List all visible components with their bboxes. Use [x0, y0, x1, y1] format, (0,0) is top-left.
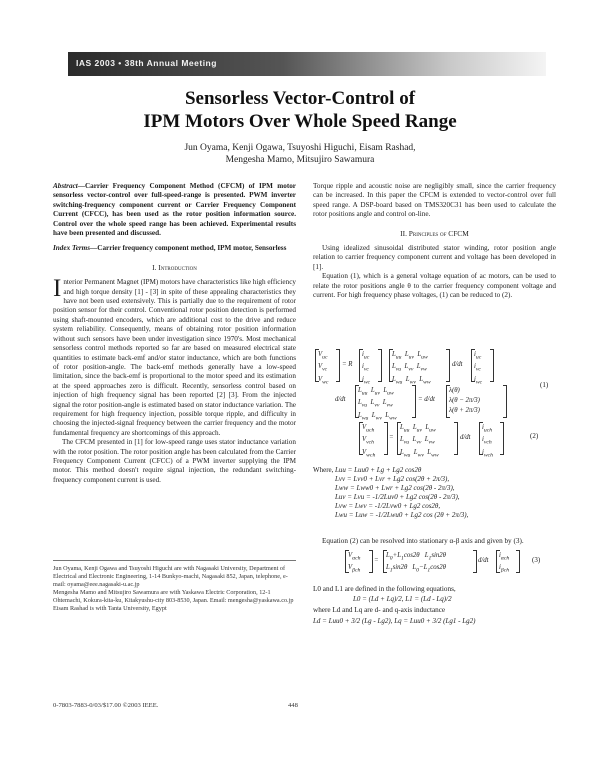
right-column	[313, 182, 556, 300]
right-paragraph-6: where Ld and Lq are d- and q-axis inductance	[313, 605, 446, 614]
matrix-bracket	[359, 349, 363, 382]
equals-sign: =	[389, 434, 394, 441]
banner-text: IAS 2003 • 38th Annual Meeting	[76, 58, 217, 68]
current-vector: $i_{uc}$ $i_{vc}$ $i_{wc}$	[362, 351, 371, 386]
intro-paragraph-1-text: nterior Permanent Magnet (IPM) motors have characteristics like high efficiency and high torque density [1] - [3] in spite of these appealing characteristics they have not been used extensively. This is partially due to the requirement of rotor position sensor for their control. Conventional rotor position detection is performed using shaft-mounted encoders, which are additional cost to the drive and reduce system reliability. Consequently, means of obtaining rotor position information without such sensors have been under investigation since 1970's. Most mechanical sensorless control methods reported so far are based on measured electrical state quantities to estimate back-emf and/or stator inductance, which are both functions of rotor position-angle. The back-emf methods generally have a low-speed limitation, since the back-emf is proportional to the motor speed and its estimation at the speed approaches zero is difficult. Recently, sensorless control based on injection of high frequency signal has been reported [2] [3]. From the injected signal the rotor position-angle is estimated based on stator inductance variation. The requirement for high frequency injection, possible torque ripple, and difficulty in choosing the injected-signal frequency between the carrier frequency and the motor fundamental frequency are shortcomings of this approach.	[53, 278, 296, 437]
derivative-operator: d/dt	[335, 396, 346, 403]
intro-paragraph-2: The CFCM presented in [1] for low-speed range uses stator inductance variation with the rotor position. The rotor position angle has been calculated from the Carrier Frequency Component Current (CFCC) of a PWM inverter supplying the IPM motor. This method doesn't require signal injection, the redundant switching-frequency component current is used.	[53, 438, 296, 484]
matrix-bracket	[503, 385, 507, 418]
isbn-footer: 0-7803-7883-0/03/$17.00 ©2003 IEEE.	[53, 702, 159, 709]
matrix-bracket	[355, 385, 359, 418]
footnote-line: Mengesha Mamo and Mitsujiro Sawamura are with Yaskawa Electric Corporation, 12-1 Ohtemachi, Kokura-kita-ku, Kitakyushu-city 803-8530, Japan. Email: mengesha@yaskawa.co.jp	[53, 589, 294, 604]
derivative-operator: d/dt	[460, 434, 471, 441]
right-paragraph-4: Equation (2) can be resolved into stationary α-β axis and given by (3).	[322, 537, 524, 546]
authors-line2: Mengesha Mamo, Mitsujiro Sawamura	[225, 155, 375, 165]
alpha-beta-inductance: $L_0+L_1\cos 2\theta$ $L_1\sin 2\theta$ $L_1\sin 2\theta$ $L_0-L_1\cos 2\theta$	[386, 552, 446, 574]
alpha-beta-current: $i_{\alpha ch}$ $i_{\beta ch}$	[499, 552, 510, 574]
matrix-bracket	[473, 550, 477, 573]
definition-line: Lww = Lww0 + Lwr + Lg2 cos(2θ - 2π/3),	[335, 484, 455, 492]
matrix-bracket	[490, 349, 494, 382]
matrix-bracket	[369, 550, 373, 573]
equation-number-1: (1)	[540, 381, 549, 389]
derivative-operator: d/dt	[478, 557, 489, 564]
matrix-bracket	[345, 550, 349, 573]
left-column	[53, 182, 296, 485]
paper-title-line1: Sensorless Vector-Control of	[184, 88, 416, 109]
flux-vector: λ(θ) λ(θ − 2π/3) λ(θ + 2π/3)	[449, 387, 480, 414]
matrix-bracket	[397, 422, 401, 455]
abstract-label: Abstract—	[53, 182, 85, 190]
inductance-definitions	[335, 466, 468, 520]
inductance-matrix-3: $L_{uu}$ $L_{uv}$ $L_{uw}$ $L_{vu}$ $L_{vv}$ $L_{vw}$ $L_{wu}$ $L_{wv}$ $L_{ww}$	[400, 424, 439, 459]
intro-paragraph-1	[53, 275, 296, 438]
definition-line: Luu = Luu0 + Lg + Lg2 cos2θ	[335, 466, 422, 474]
matrix-bracket	[378, 349, 382, 382]
matrix-bracket	[496, 550, 500, 573]
matrix-bracket	[500, 422, 504, 455]
inductance-matrix-2: $L_{uu}$ $L_{uv}$ $L_{uw}$ $L_{vu}$ $L_{vv}$ $L_{vw}$ $L_{wu}$ $L_{wv}$ $L_{ww}$	[358, 387, 397, 422]
definition-line: Lvv = Lvv0 + Lvr + Lg2 cos(2θ + 2π/3),	[335, 475, 450, 483]
abstract-text: Carrier Frequency Component Method (CFCM) of IPM motor sensorless vector-control over full-speed-range is presented. PWM inverter switching-frequency component current or Carrier Frequency Component Current (CFCC), has been used as the rotor position information source. Control over the whole speed range has been achieved. Experimental results have been presented and discussed.	[53, 182, 296, 238]
conference-banner	[68, 52, 546, 76]
definition-line: Luv = Lvu = -1/2Luv0 + Lg2 cos(2θ - 2π/3),	[335, 493, 460, 501]
voltage-vector-hf: $V_{uch}$ $V_{vch}$ $V_{wch}$	[362, 424, 376, 459]
matrix-bracket	[359, 422, 363, 455]
ld-lq-definition: Ld = Luu0 + 3/2 (Lg - Lg2), Lq = Luu0 + 3/2 (Lg1 - Lg2)	[313, 617, 476, 626]
right-paragraph-2: Using idealized sinusoidal distributed stator winding, rotor position angle relation to carrier frequency component current and voltage has been developed in [1].	[313, 244, 556, 271]
footnote-line: Eisam Rashad is with Tanta University, Egypt	[53, 605, 167, 612]
matrix-bracket	[471, 349, 475, 382]
l0-l1-definition: L0 = (Ld + Lq)/2, L1 = (Ld - Lq)/2	[353, 595, 452, 604]
author-footnote	[53, 560, 296, 613]
paper-title-line2: IPM Motors Over Whole Speed Range	[143, 111, 457, 132]
equation-number-2: (2)	[530, 432, 539, 440]
definition-line: Lvw = Lwv = -1/2Lvw0 + Lg2 cos2θ,	[335, 502, 441, 510]
inductance-text-block	[313, 585, 556, 627]
equals-sign: = d/dt	[418, 396, 435, 403]
definition-line: Lwu = Luw = -1/2Lwu0 + Lg2 cos (2θ + 2π/3),	[335, 511, 469, 519]
inductance-matrix: $L_{uu}$ $L_{uv}$ $L_{uw}$ $L_{vu}$ $L_{vv}$ $L_{vw}$ $L_{wu}$ $L_{wv}$ $L_{ww}$	[392, 351, 431, 386]
matrix-bracket	[479, 422, 483, 455]
matrix-bracket	[446, 349, 450, 382]
current-vector-2: $i_{uc}$ $i_{vc}$ $i_{wc}$	[474, 351, 483, 386]
index-terms-label: Index Terms—	[53, 244, 98, 253]
section-heading-introduction: I. Introduction	[152, 262, 197, 272]
equals-sign: = R	[342, 361, 353, 368]
matrix-bracket	[384, 422, 388, 455]
derivative-operator: d/dt	[452, 361, 463, 368]
matrix-bracket	[389, 349, 393, 382]
voltage-vector: $V_{uc}$ $V_{vc}$ $V_{wc}$	[318, 351, 329, 386]
authors-line1: Jun Oyama, Kenji Ogawa, Tsuyoshi Higuchi, Eisam Rashad,	[184, 143, 416, 153]
matrix-bracket	[412, 385, 416, 418]
right-paragraph-3: Equation (1), which is a general voltage equation of ac motors, can be used to relate the rotor positions angle θ to the carrier frequency component voltage and current. For high frequency phase voltages, (1) can be reduced to (2).	[313, 272, 556, 300]
alpha-beta-voltage: $V_{\alpha ch}$ $V_{\beta ch}$	[348, 552, 361, 574]
matrix-bracket	[383, 550, 387, 573]
matrix-bracket	[336, 349, 340, 382]
current-vector-hf: $i_{uch}$ $i_{vch}$ $i_{wch}$	[482, 424, 494, 459]
index-terms	[53, 244, 296, 253]
drop-cap: I	[53, 275, 62, 303]
right-paragraph-5: L0 and L1 are defined in the following equations,	[313, 585, 456, 593]
right-paragraph-1: Torque ripple and acoustic noise are negligibly small, since the carrier frequency can be increased. In this paper the CFCM is extended to vector-control over full speed range. A DSP-board based on TMS320C31 has been used to calculate the rotor positions angle and control on-line.	[313, 182, 556, 219]
abstract	[53, 182, 296, 238]
equation-number-3: (3)	[532, 556, 541, 564]
where-label: Where,	[313, 466, 334, 474]
page-number: 448	[288, 702, 298, 709]
matrix-bracket	[446, 385, 450, 418]
section-heading-principles: II. Principles of CFCM	[400, 228, 469, 238]
where-definitions	[313, 466, 556, 519]
index-terms-text: Carrier frequency component method, IPM motor, Sensorless	[97, 244, 287, 253]
equals-sign: =	[374, 557, 379, 564]
matrix-bracket	[315, 349, 319, 382]
footnote-line: Jun Oyama, Kenji Ogawa and Tsuyoshi Higuchi are with Nagasaki University, Department of Electrical and Electronic Engineering, 1-14 Bunkyo-machi, Nagasaki 852, Japan, telephone, e-mail: oyama@eee.nagasaki-u.ac.jp	[53, 565, 288, 588]
matrix-bracket	[516, 550, 520, 573]
matrix-bracket	[454, 422, 458, 455]
